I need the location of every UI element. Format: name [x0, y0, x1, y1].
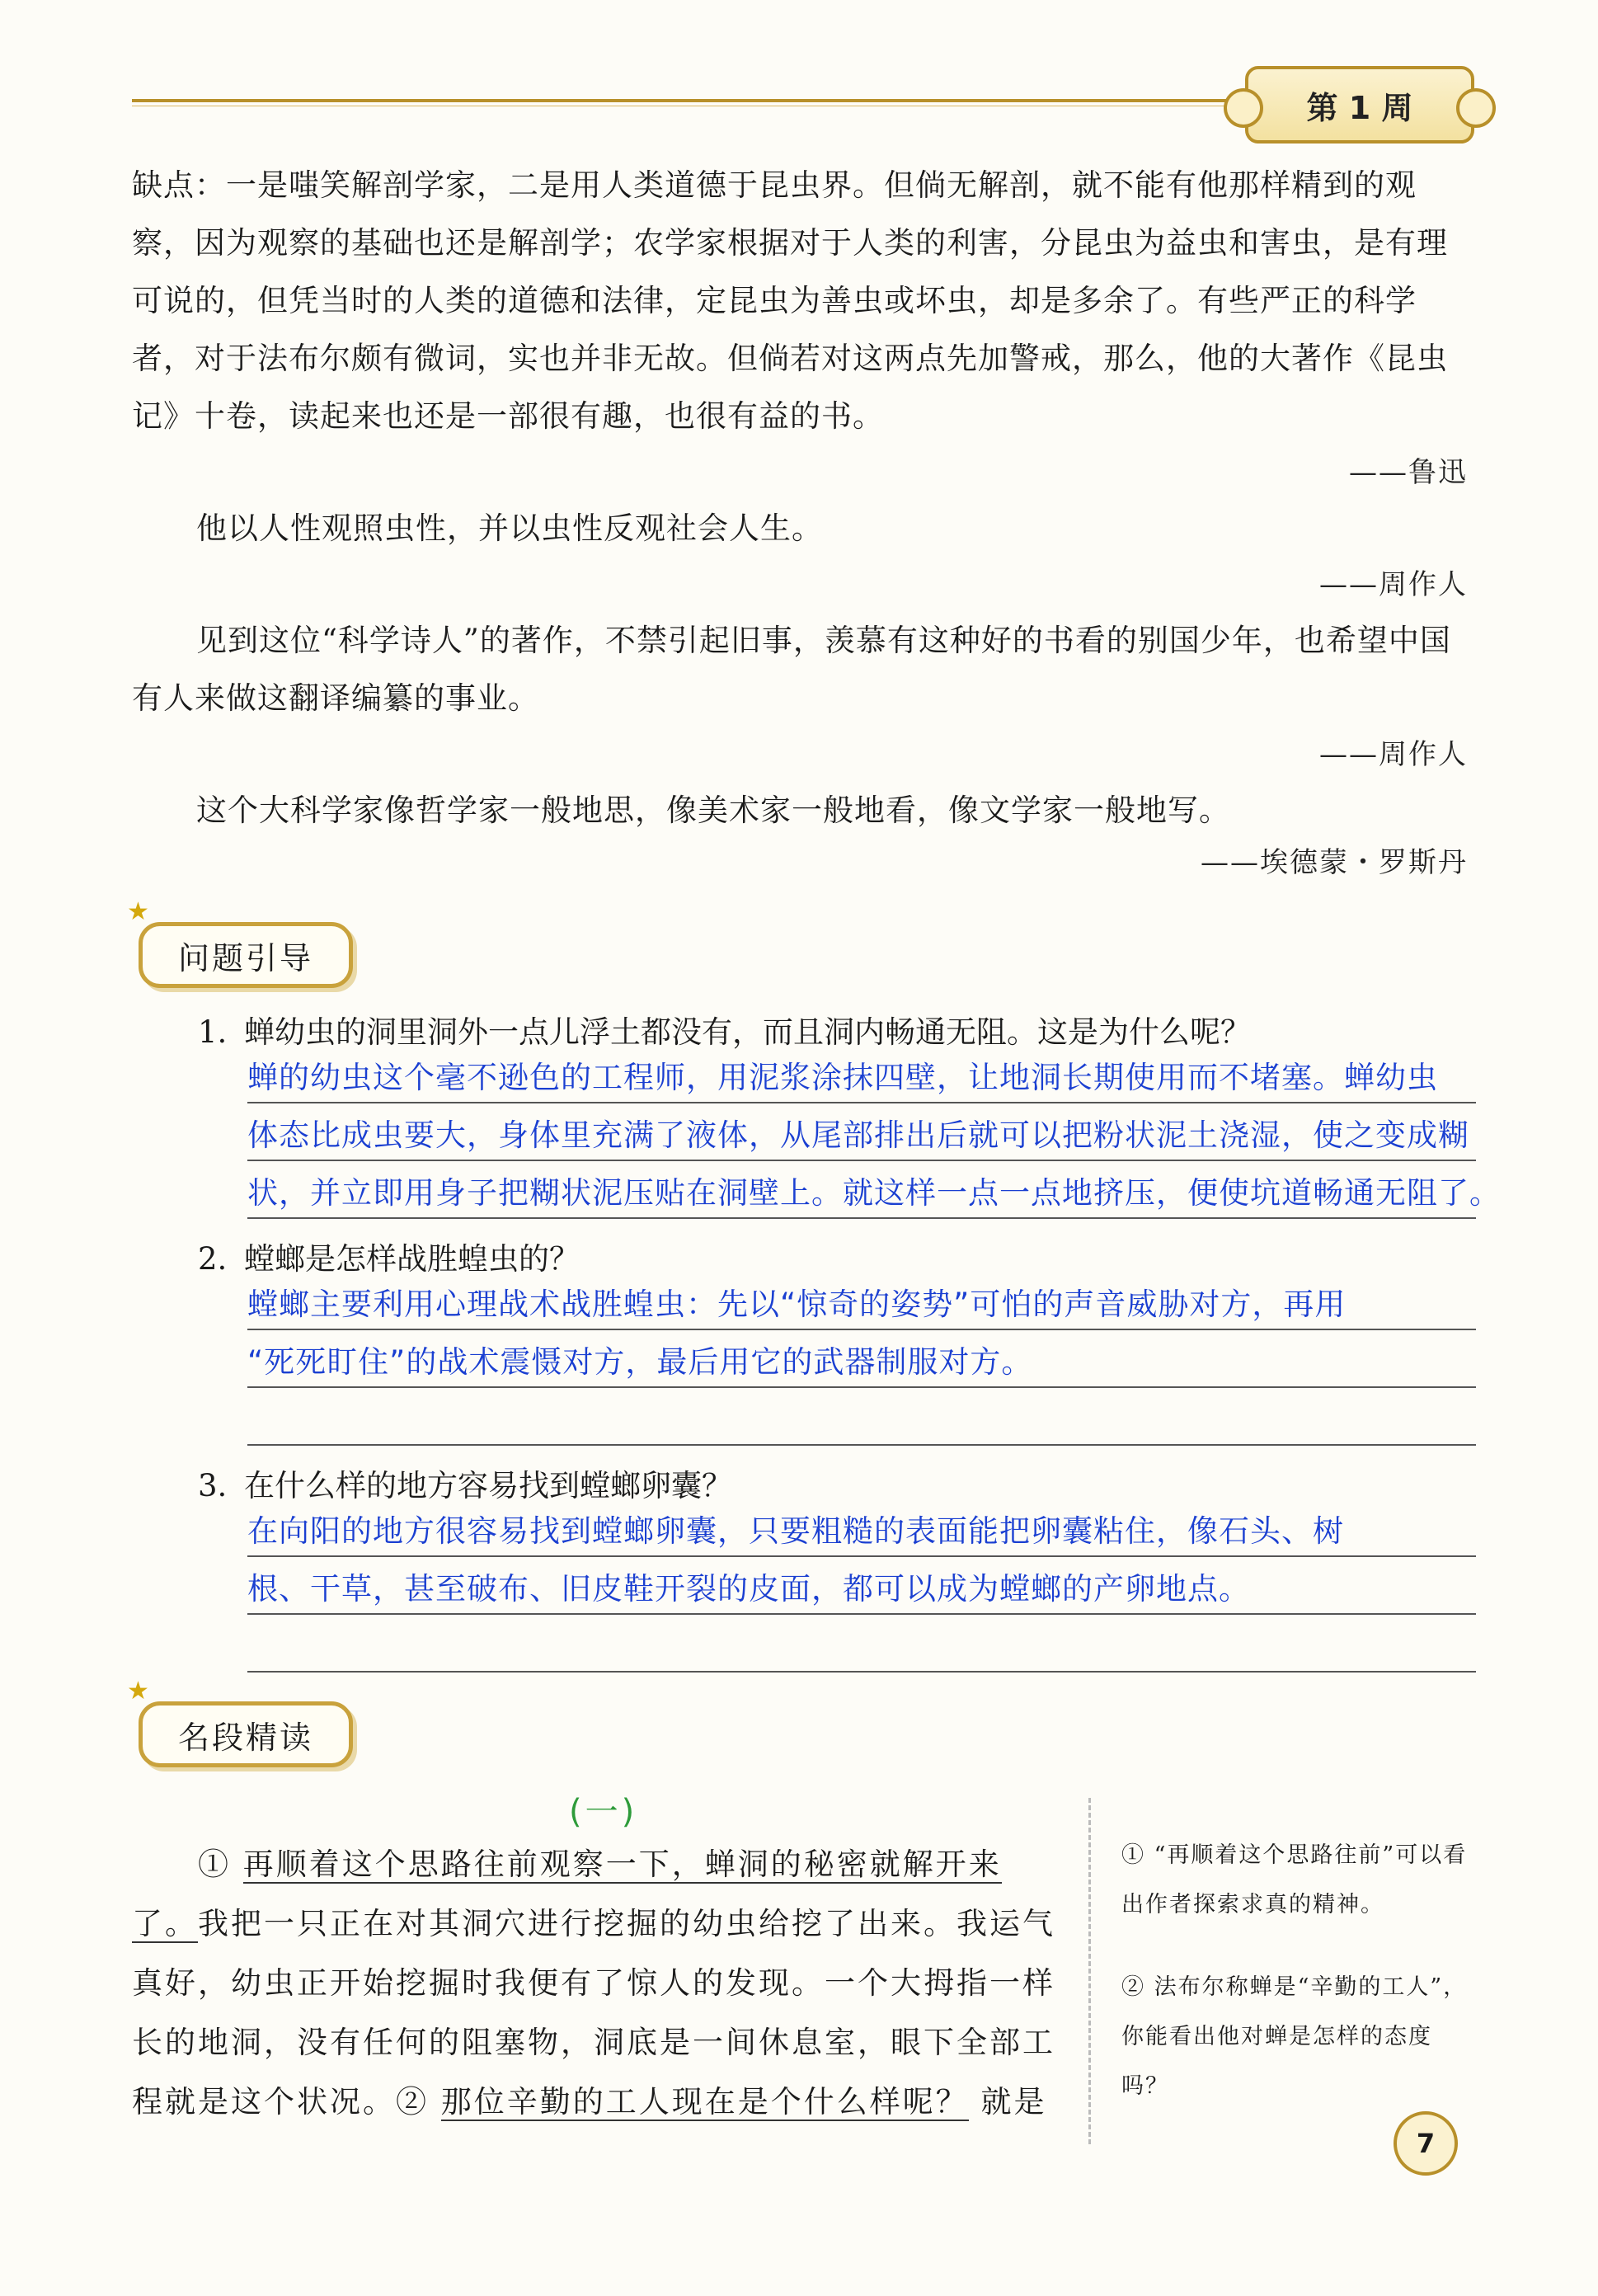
answer-text: 体态比成虫要大，身体里充满了液体，从尾部排出后就可以把粉状泥土浇湿，使之变成糊: [247, 1117, 1469, 1153]
ornament-icon: [1224, 88, 1263, 128]
answer-line: [247, 1273, 1476, 1330]
answer-line: [247, 1615, 1476, 1673]
section-title: 名段精读: [177, 1719, 313, 1756]
quote-author: ——埃德蒙・罗斯丹: [1201, 846, 1468, 879]
answer-3: [247, 1499, 1476, 1673]
answer-line: [247, 1161, 1501, 1219]
week-badge: [1245, 66, 1474, 144]
answer-text: 状，并立即用身子把糊状泥压贴在洞壁上。就这样一点一点地挤压，便使坑道畅通无阻了。: [247, 1175, 1501, 1211]
answer-text: 螳螂主要利用心理战术战胜蝗虫：先以“惊奇的姿势”可怕的声音威胁对方，再用: [247, 1287, 1347, 1322]
annotation-mark: ②: [396, 2084, 429, 2120]
quote-text: 见到这位“科学诗人”的著作，不禁引起旧事，羡慕有这种好的书看的别国少年，也希望中国有人来做这翻译编纂的事业。: [132, 623, 1451, 716]
passage-text: 我把一只正在对其洞穴进行挖掘的幼虫给挖了出来。我运气真好，幼虫正开始挖掘时我便有了惊人的发现。一个大拇指一样长的地洞，没有任何的阻塞物，洞底是一间休息室，眼下全部工程就是这个状况。: [132, 1906, 1055, 2120]
question-text: 螳螂是怎样战胜蝗虫的？: [244, 1241, 580, 1277]
answer-text: 在向阳的地方很容易找到螳螂卵囊，只要粗糙的表面能把卵囊粘住，像石头、树: [247, 1513, 1344, 1549]
star-icon: ★: [127, 1677, 149, 1706]
answer-line: [247, 1499, 1476, 1557]
ornament-icon: [1456, 88, 1496, 128]
underlined-sentence: 那位辛勤的工人现在是个什么样呢？: [440, 2084, 969, 2120]
quote-author: ——周作人: [1319, 568, 1468, 601]
notes-divider: [1088, 1798, 1091, 2144]
answer-text: “死死盯住”的战术震慑对方，最后用它的武器制服对方。: [247, 1344, 1033, 1380]
side-notes: [1121, 1831, 1476, 2144]
quote-author: ——鲁迅: [1349, 456, 1468, 489]
section-title: 问题引导: [177, 939, 313, 976]
question-text: 在什么样的地方容易找到螳螂卵囊？: [244, 1468, 732, 1503]
reading-subtitle: (一): [569, 1793, 638, 1831]
answer-line: [247, 1046, 1476, 1103]
answer-line: [247, 1557, 1476, 1615]
answer-line: [247, 1330, 1476, 1388]
quotes-block: [132, 157, 1468, 886]
page-number: 7: [1394, 2111, 1458, 2176]
section-title-box: [139, 1701, 353, 1767]
answer-text: 蝉的幼虫这个毫不逊色的工程师，用泥浆涂抹四壁，让地洞长期使用而不堵塞。蝉幼虫: [247, 1060, 1438, 1095]
quote-text: 这个大科学家像哲学家一般地思，像美术家一般地看，像文学家一般地写。: [196, 793, 1230, 828]
week-label: 第 1 周: [1306, 89, 1413, 126]
answer-text: 根、干草，甚至破布、旧皮鞋开裂的皮面，都可以成为螳螂的产卵地点。: [247, 1571, 1250, 1607]
answer-1: [247, 1046, 1501, 1219]
side-note: ① “再顺着这个思路往前”可以看出作者探索求真的精神。: [1121, 1842, 1468, 1917]
question-text: 蝉幼虫的洞里洞外一点儿浮土都没有，而且洞内畅通无阻。这是为什么呢？: [244, 1014, 1251, 1050]
side-note: ② 法布尔称蝉是“辛勤的工人”，你能看出他对蝉是怎样的态度吗？: [1121, 1974, 1468, 2099]
quote-text: 缺点：一是嗤笑解剖学家，二是用人类道德于昆虫界。但倘无解剖，就不能有他那样精到的观察，因为观察的基础也还是解剖学；农学家根据对于人类的利害，分昆虫为益虫和害虫，是有理可说的，但凭当时的人类的道德和法律，定昆虫为善虫或坏虫，却是多余了。有些严正的科学者，对于法布尔颇有微词，实也并非无故。但倘若对这两点先加警戒，那么，他的大著作《昆虫记》十卷，读起来也还是一部很有趣，也很有益的书。: [132, 167, 1448, 434]
section-title-box: [139, 922, 353, 988]
question-number: 2.: [198, 1241, 228, 1277]
passage-text: 就是: [980, 2084, 1047, 2120]
underlined-sentence: 再顺着这个思路往前观察一下，蝉洞的秘密就解开来了。: [132, 1847, 1002, 1941]
header-rule: [132, 99, 1252, 102]
answer-2: [247, 1273, 1476, 1446]
star-icon: ★: [127, 897, 149, 926]
question-number: 3.: [198, 1468, 228, 1503]
quote-author: ——周作人: [1319, 738, 1468, 771]
quote-text: 他以人性观照虫性，并以虫性反观社会人生。: [196, 510, 823, 546]
answer-line: [247, 1103, 1476, 1161]
question-number: 1.: [198, 1014, 228, 1050]
answer-line: [247, 1388, 1476, 1446]
annotation-mark: ①: [198, 1847, 231, 1882]
reading-passage: [132, 1835, 1055, 2132]
